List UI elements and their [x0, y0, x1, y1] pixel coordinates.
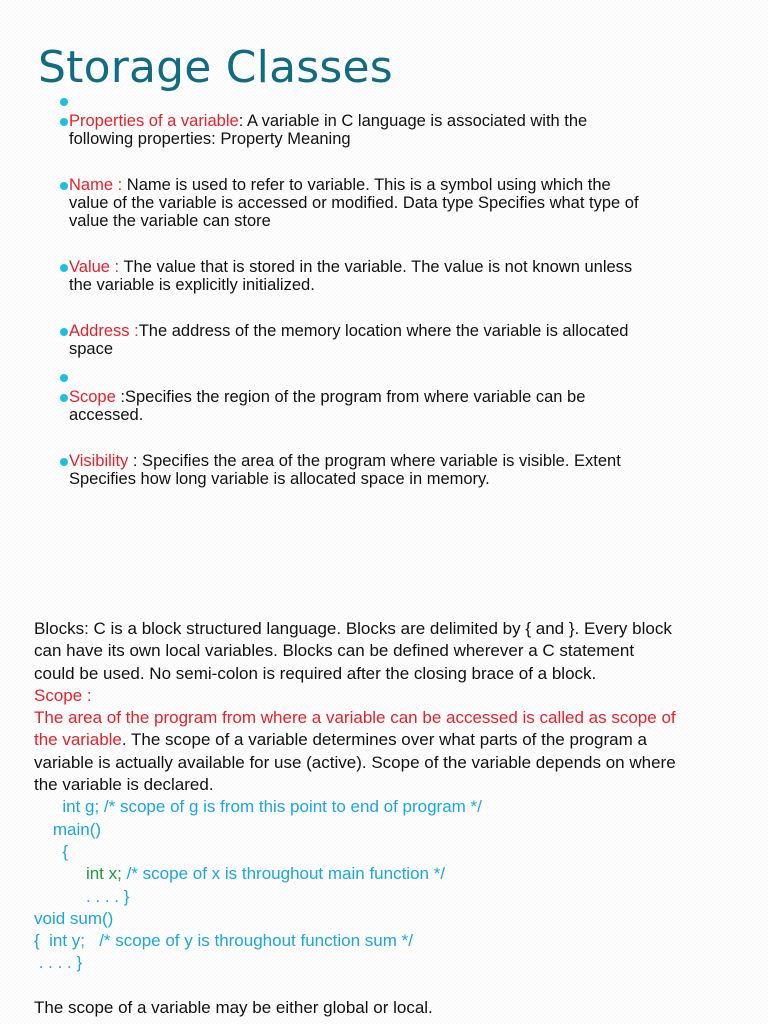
- slide-blocks-scope: [34, 618, 744, 1019]
- bullet-list: [60, 92, 740, 488]
- bullet-dot-icon: [60, 394, 68, 402]
- code-line: int g; /* scope of g is from this point to end of program */: [34, 797, 482, 817]
- bullet-text-cont: the variable is explicitly initialized.: [69, 276, 315, 294]
- bullet-address: [60, 322, 740, 358]
- bullet-text: The address of the memory location where the variable is allocated: [138, 322, 629, 340]
- code-comment: /* scope of x is throughout main function */: [126, 864, 446, 884]
- bullet-scope: [60, 388, 740, 424]
- code-line: { int y; /* scope of y is throughout function sum */: [34, 931, 413, 951]
- scope-definition-end: the variable: [34, 730, 122, 750]
- bullet-label: Value :: [69, 258, 124, 276]
- code-line: . . . . }: [34, 953, 83, 973]
- code-line: main(): [34, 819, 102, 839]
- bullet-properties: [60, 112, 740, 148]
- scope-paragraph: [34, 729, 744, 751]
- blocks-line: can have its own local variables. Blocks can be defined wherever a C statement: [34, 641, 635, 661]
- scope-text: the variable is declared.: [34, 775, 214, 795]
- code-line: {: [34, 841, 69, 861]
- bullet-label: Address :: [69, 322, 139, 340]
- bullet-empty: [60, 92, 740, 112]
- scope-heading: Scope :: [34, 685, 92, 705]
- bullet-visibility: [60, 452, 740, 488]
- scope-text: . The scope of a variable determines over what parts of the program a: [121, 730, 647, 750]
- bullet-text: :Specifies the region of the program from where variable can be: [120, 388, 586, 406]
- bullet-dot-icon: [60, 264, 68, 272]
- code-statement: int x;: [34, 864, 127, 884]
- bullet-label: Scope: [69, 388, 121, 406]
- bullet-dot-icon: [60, 458, 68, 466]
- bullet-dot-icon: [60, 374, 68, 382]
- code-line: [34, 863, 744, 885]
- bullet-dot-icon: [60, 182, 68, 190]
- scope-text: variable is actually available for use (active). Scope of the variable depends on where: [34, 752, 676, 772]
- code-line: void sum(): [34, 908, 114, 928]
- bullet-text-cont: accessed.: [69, 406, 144, 424]
- bullet-name: [60, 176, 740, 230]
- bullet-text-cont: value the variable can store: [69, 212, 271, 230]
- bullet-text: Name is used to refer to variable. This is a symbol using which the: [126, 176, 611, 194]
- slide-title: Storage Classes: [38, 42, 393, 93]
- bullet-label: Name :: [69, 176, 127, 194]
- code-example: [34, 796, 744, 974]
- blocks-line: could be used. No semi-colon is required after the closing brace of a block.: [34, 663, 597, 683]
- bullet-text: The value that is stored in the variable. The value is not known unless: [123, 258, 633, 276]
- blocks-line: Blocks: C is a block structured language. Blocks are delimited by { and }. Every block: [34, 619, 672, 638]
- bullet-label: Visibility: [69, 452, 133, 470]
- scope-definition: The area of the program from where a variable can be accessed is called as scope of: [34, 708, 676, 728]
- bullet-dot-icon: [60, 98, 68, 106]
- bullet-dot-icon: [60, 118, 68, 126]
- bullet-text: : Specifies the area of the program where variable is visible. Extent: [132, 452, 621, 470]
- closing-text: The scope of a variable may be either global or local.: [34, 997, 433, 1017]
- bullet-value: [60, 258, 740, 294]
- bullet-empty: [60, 368, 740, 388]
- bullet-text-cont: following properties: Property Meaning: [69, 130, 351, 148]
- bullet-text-cont: space: [69, 340, 114, 358]
- bullet-dot-icon: [60, 328, 68, 336]
- bullet-text: : A variable in C language is associated with the: [238, 112, 588, 130]
- bullet-text-cont: value of the variable is accessed or modified. Data type Specifies what type of: [69, 194, 639, 212]
- bullet-text-cont: Specifies how long variable is allocated space in memory.: [69, 470, 490, 488]
- code-line: . . . . }: [34, 886, 130, 906]
- bullet-label: Properties of a variable: [69, 112, 239, 130]
